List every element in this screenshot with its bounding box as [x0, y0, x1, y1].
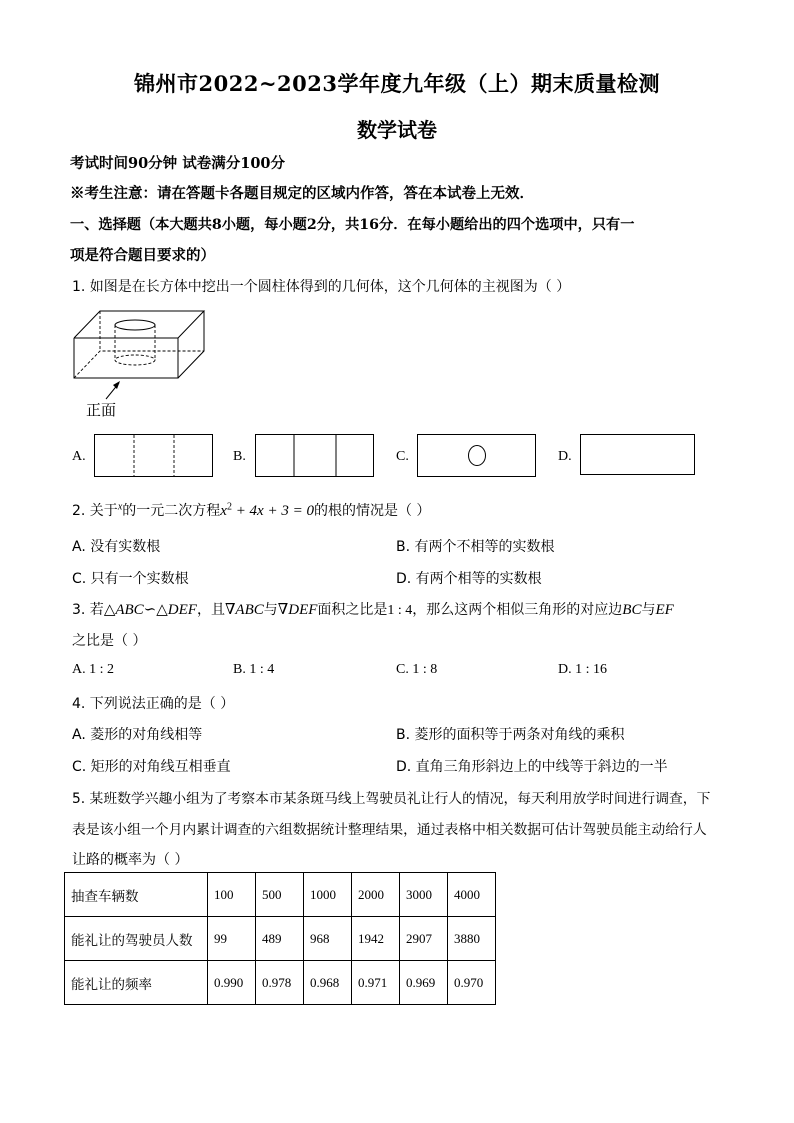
table-row [65, 961, 496, 1005]
q2-option-d[interactable]: D. 有两个相等的实数根 [396, 571, 542, 587]
table-cell: 0.968 [304, 961, 352, 1005]
q4-option-a[interactable]: A. 菱形的对角线相等 [72, 727, 203, 743]
table-row [65, 873, 496, 917]
table-row [65, 917, 496, 961]
q2-text [72, 500, 430, 520]
table-cell: 2907 [400, 917, 448, 961]
q3-text-line2: 之比是（ ） [72, 633, 147, 649]
q2-eq-sup: 2 [226, 501, 232, 513]
section-heading-line1: 一、选择题（本大题共8小题，每小题2分，共16分．在每小题给出的四个选项中，只有一 [70, 217, 635, 233]
q3-option-c[interactable]: C. 1 : 8 [396, 662, 438, 677]
table-cell: 968 [304, 917, 352, 961]
q1-option-a-label[interactable]: A. [72, 449, 86, 464]
table-cell: 1000 [304, 873, 352, 917]
q3-p2: ，且 [196, 602, 225, 618]
q3-option-d[interactable]: D. 1 : 16 [558, 662, 607, 677]
table-cell: 2000 [352, 873, 400, 917]
row-header: 能礼让的驾驶员人数 [65, 917, 208, 961]
q5-data-table [64, 872, 496, 1005]
q3-m2: ∇ABC [224, 602, 264, 618]
q1-figure-label: 正面 [86, 401, 117, 419]
q2-option-a[interactable]: A. 没有实数根 [72, 539, 161, 555]
table-cell: 0.969 [400, 961, 448, 1005]
q3-option-b[interactable]: B. 1 : 4 [233, 662, 275, 677]
q1-option-c-label[interactable]: C. [396, 449, 409, 464]
table-cell: 3000 [400, 873, 448, 917]
q3-m3: ∇DEF [277, 602, 318, 618]
notice: ※考生注意：请在答题卡各题目规定的区域内作答，答在本试卷上无效． [70, 185, 534, 202]
table-cell: 0.978 [256, 961, 304, 1005]
table-cell: 100 [208, 873, 256, 917]
q1-option-a-view[interactable] [94, 434, 214, 478]
q3-p4: 面积之比是 [317, 602, 388, 618]
section-heading-line2: 项是符合题目要求的） [70, 247, 215, 264]
q3-m6: EF [655, 602, 674, 618]
exam-subtitle: 数学试卷 [357, 118, 437, 142]
q2-eq-b: + 4x + 3 = 0 [231, 503, 314, 519]
q4-option-b[interactable]: B. 菱形的面积等于两条对角线的乘积 [396, 727, 625, 743]
q3-m4: 1 : 4 [387, 603, 413, 618]
q4-option-c[interactable]: C. 矩形的对角线互相垂直 [72, 759, 231, 775]
exam-title: 锦州市2022~2023学年度九年级（上）期末质量检测 [134, 71, 660, 96]
q2-text-b: 的一元二次方程 [122, 503, 221, 519]
table-cell: 4000 [448, 873, 496, 917]
q1-option-d-label[interactable]: D. [558, 449, 572, 464]
q3-p6: 与 [641, 602, 656, 618]
q3-option-a[interactable]: A. 1 : 2 [72, 662, 114, 677]
q3-p3: 与 [263, 602, 278, 618]
q3-p1: 3. 若 [72, 602, 104, 618]
q3-text [72, 599, 674, 619]
table-cell: 500 [256, 873, 304, 917]
q1-option-b-label[interactable]: B. [233, 449, 246, 464]
q2-text-c: 的根的情况是（ ） [313, 503, 431, 519]
q1-option-b-view[interactable] [255, 434, 375, 478]
table-cell: 489 [256, 917, 304, 961]
q5-text-line1: 5. 某班数学兴趣小组为了考察本市某条斑马线上驾驶员礼让行人的情况，每天利用放学时间进行调查，下 [72, 791, 711, 807]
q3-m1: △ABC∽△DEF [103, 602, 197, 618]
q4-text: 4. 下列说法正确的是（ ） [72, 696, 235, 712]
table-cell: 1942 [352, 917, 400, 961]
q3-m5: BC [622, 602, 642, 618]
q2-eq-a: x [220, 503, 227, 519]
table-cell: 0.990 [208, 961, 256, 1005]
q1-option-d-view[interactable] [580, 434, 696, 478]
table-cell: 0.970 [448, 961, 496, 1005]
q5-text-line2: 表是该小组一个月内累计调查的六组数据统计整理结果，通过表格中相关数据可估计驾驶员能主动给行人 [72, 822, 707, 838]
q1-text: 1. 如图是在长方体中挖出一个圆柱体得到的几何体，这个几何体的主视图为（ ） [72, 279, 571, 295]
table-cell: 99 [208, 917, 256, 961]
q1-option-c-view[interactable] [417, 434, 537, 478]
q3-p5: ，那么这两个相似三角形的对应边 [412, 602, 623, 618]
row-header: 抽查车辆数 [65, 873, 208, 917]
q5-text-line3: 让路的概率为（ ） [72, 852, 189, 868]
table-cell: 3880 [448, 917, 496, 961]
q2-option-c[interactable]: C. 只有一个实数根 [72, 571, 189, 587]
q2-option-b[interactable]: B. 有两个不相等的实数根 [396, 539, 555, 555]
table-cell: 0.971 [352, 961, 400, 1005]
q2-var: x [117, 501, 123, 513]
q4-option-d[interactable]: D. 直角三角形斜边上的中线等于斜边的一半 [396, 759, 668, 775]
exam-info: 考试时间90分钟 试卷满分100分 [70, 155, 285, 172]
q2-text-a: 2. 关于 [72, 503, 118, 519]
row-header: 能礼让的频率 [65, 961, 208, 1005]
